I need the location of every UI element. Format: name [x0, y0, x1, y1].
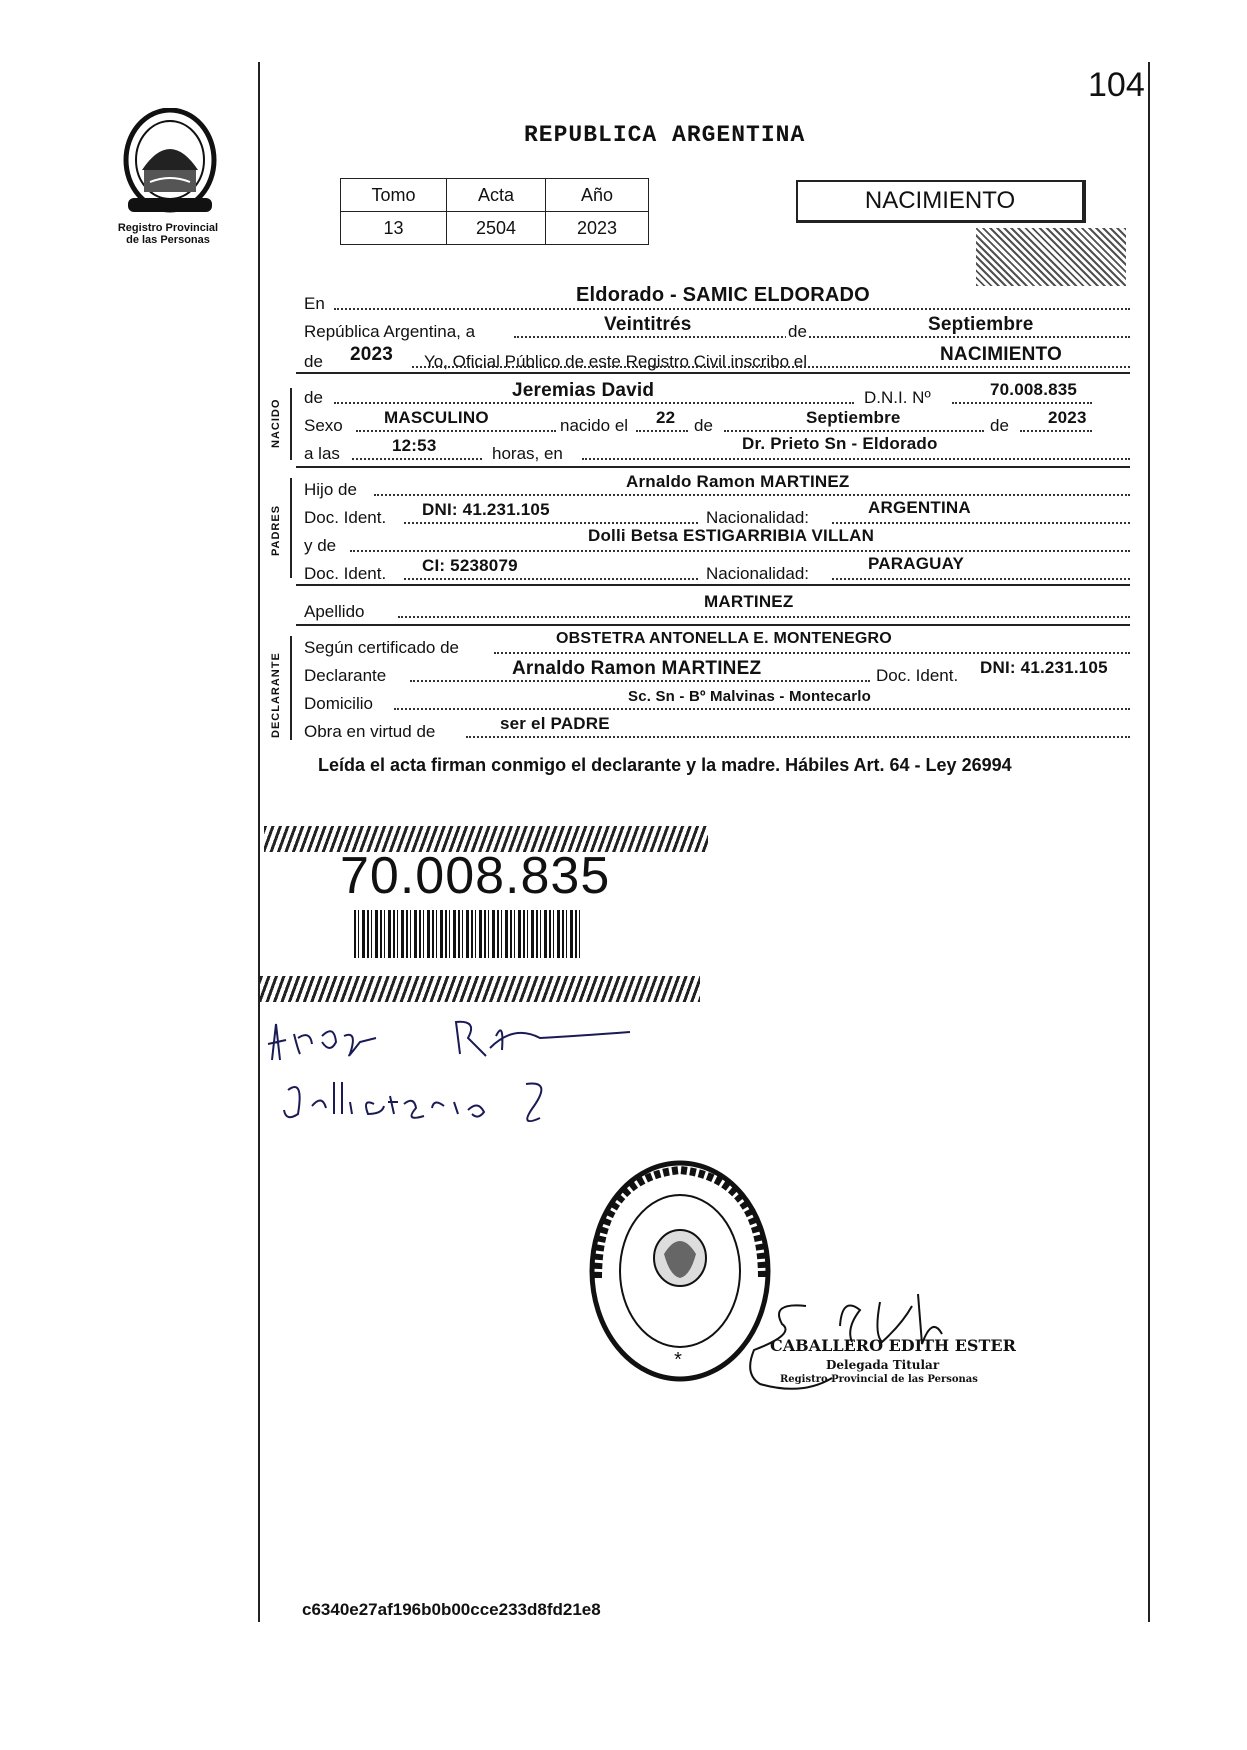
hijo-de-label: Hijo de	[304, 480, 357, 499]
domicilio-label: Domicilio	[304, 694, 373, 713]
declarante-section-label: DECLARANTE	[270, 652, 282, 738]
declarante-doc: DNI: 41.231.105	[980, 658, 1108, 677]
father-nationality: ARGENTINA	[868, 498, 971, 517]
day-dots	[636, 430, 688, 432]
birth-place: Dr. Prieto Sn - Eldorado	[742, 434, 938, 453]
obra-value: ser el PADRE	[500, 714, 610, 733]
place-dots	[582, 458, 1130, 460]
declarante-dots	[410, 680, 870, 682]
mother-name: Dolli Betsa ESTIGARRIBIA VILLAN	[588, 526, 875, 545]
birth-month: Septiembre	[806, 408, 901, 427]
inscribo-value: NACIMIENTO	[940, 344, 1062, 365]
mother-nat-dots	[832, 578, 1130, 580]
segun-dots	[494, 652, 1130, 654]
security-pattern-bottom	[260, 976, 700, 1002]
mother-doc-label: Doc. Ident.	[304, 564, 387, 583]
left-margin-line	[258, 62, 260, 1622]
domicilio-dots	[394, 708, 1130, 710]
logo-caption	[98, 222, 238, 246]
declarante-name: Arnaldo Ramon MARTINEZ	[512, 658, 762, 679]
mother-nationality: PARAGUAY	[868, 554, 965, 573]
stamp-number: 70.008.835	[340, 847, 611, 905]
en-label: En	[304, 294, 325, 313]
declarante-doc-label: Doc. Ident.	[876, 666, 959, 685]
declarante-bar	[290, 636, 292, 740]
year-value: 2023	[350, 344, 394, 365]
declarante-label: Declarante	[304, 666, 387, 685]
section-divider-2	[296, 466, 1130, 468]
padres-bar	[290, 478, 292, 578]
mother-nat-label: Nacionalidad:	[706, 564, 810, 583]
mother-doc-dots	[404, 578, 698, 580]
apellido-label: Apellido	[304, 602, 365, 621]
section-divider-4	[296, 624, 1130, 626]
birth-month-dots	[724, 430, 984, 432]
tomo-acta-table	[340, 178, 649, 245]
document-hash: c6340e27af196b0b00cce233d8fd21e8	[302, 1600, 601, 1619]
birth-time: 12:53	[392, 436, 437, 455]
de-label-2: de	[304, 352, 323, 371]
birth-year: 2023	[1048, 408, 1087, 427]
anio-value: 2023	[546, 212, 649, 245]
a-las-label: a las	[304, 444, 340, 463]
father-doc: DNI: 41.231.105	[422, 500, 550, 519]
nacido-bar	[290, 388, 292, 460]
en-dots	[334, 308, 1130, 310]
official-name: CABALLERO EDITH ESTER	[770, 1336, 1016, 1355]
record-type-label: NACIMIENTO	[864, 187, 1016, 214]
acta-value: 2504	[447, 212, 546, 245]
nacido-section-label: NACIDO	[270, 398, 282, 448]
padres-section-label: PADRES	[270, 504, 282, 556]
mother-dots	[350, 550, 1130, 552]
birth-year-dots	[1020, 430, 1092, 432]
barcode	[354, 910, 580, 958]
security-seal	[976, 228, 1126, 286]
logo-caption-line2: de las Personas	[126, 234, 210, 246]
father-doc-label: Doc. Ident.	[304, 508, 387, 527]
father-nat-label: Nacionalidad:	[706, 508, 810, 527]
birth-day: 22	[656, 408, 676, 427]
time-dots	[352, 458, 482, 460]
page-number: 104	[1088, 66, 1145, 104]
inscribo-dots	[412, 366, 1130, 368]
nacido-name: Jeremias David	[512, 380, 655, 401]
tomo-value: 13	[341, 212, 447, 245]
mother-doc: CI: 5238079	[422, 556, 518, 575]
en-value: Eldorado - SAMIC ELDORADO	[576, 284, 870, 306]
acta-header: Acta	[447, 179, 546, 212]
anio-header: Año	[546, 179, 649, 212]
record-type-box	[796, 180, 1086, 223]
y-de-label: y de	[304, 536, 337, 555]
month-value: Septiembre	[928, 314, 1034, 335]
dni-dots	[952, 402, 1092, 404]
dni-label: D.N.I. Nº	[864, 388, 931, 407]
father-nat-dots	[832, 522, 1130, 524]
domicilio-value: Sc. Sn - Bº Malvinas - Montecarlo	[628, 688, 871, 705]
dni-value: 70.008.835	[990, 380, 1078, 399]
obra-dots	[466, 736, 1130, 738]
sexo-dots	[356, 430, 556, 432]
certificado-value: OBSTETRA ANTONELLA E. MONTENEGRO	[556, 630, 892, 647]
father-doc-dots	[404, 522, 698, 524]
day-words: Veintitrés	[604, 314, 692, 335]
horas-en-label: horas, en	[492, 444, 563, 463]
obra-label: Obra en virtud de	[304, 722, 436, 741]
svg-text:*: *	[674, 1349, 682, 1371]
registry-logo	[120, 108, 220, 220]
logo-caption-line1: Registro Provincial	[117, 222, 219, 234]
father-dots	[374, 494, 1130, 496]
official-role: Delegada Titular	[826, 1358, 940, 1372]
apellido-dots	[398, 616, 1130, 618]
republica-label: República Argentina, a	[304, 322, 476, 341]
official-org: Registro Provincial de las Personas	[780, 1374, 978, 1385]
sexo-value: MASCULINO	[384, 408, 489, 427]
declarant-signature	[264, 1010, 644, 1130]
nacido-el-label: nacido el	[560, 416, 629, 435]
nacido-name-dots	[334, 402, 854, 404]
section-divider-3	[296, 584, 1130, 586]
father-name: Arnaldo Ramon MARTINEZ	[626, 472, 850, 491]
nacido-de-label-3: de	[990, 416, 1009, 435]
republica-dots	[514, 336, 1130, 338]
document-title: REPUBLICA ARGENTINA	[524, 122, 806, 148]
nacido-de-label-2: de	[694, 416, 713, 435]
apellido-value: MARTINEZ	[704, 592, 794, 611]
inscribo-label: Yo, Oficial Público de este Registro Civil inscribo el	[424, 352, 807, 371]
closing-text: Leída el acta firman conmigo el declarante y la madre. Hábiles Art. 64 - Ley 26994	[318, 755, 1012, 775]
tomo-header: Tomo	[341, 179, 447, 212]
nacido-de-label: de	[304, 388, 323, 407]
de-label-1: de	[788, 322, 807, 341]
section-divider-1	[296, 372, 1130, 374]
segun-label: Según certificado de	[304, 638, 459, 657]
sexo-label: Sexo	[304, 416, 343, 435]
right-margin-line	[1148, 62, 1150, 1622]
